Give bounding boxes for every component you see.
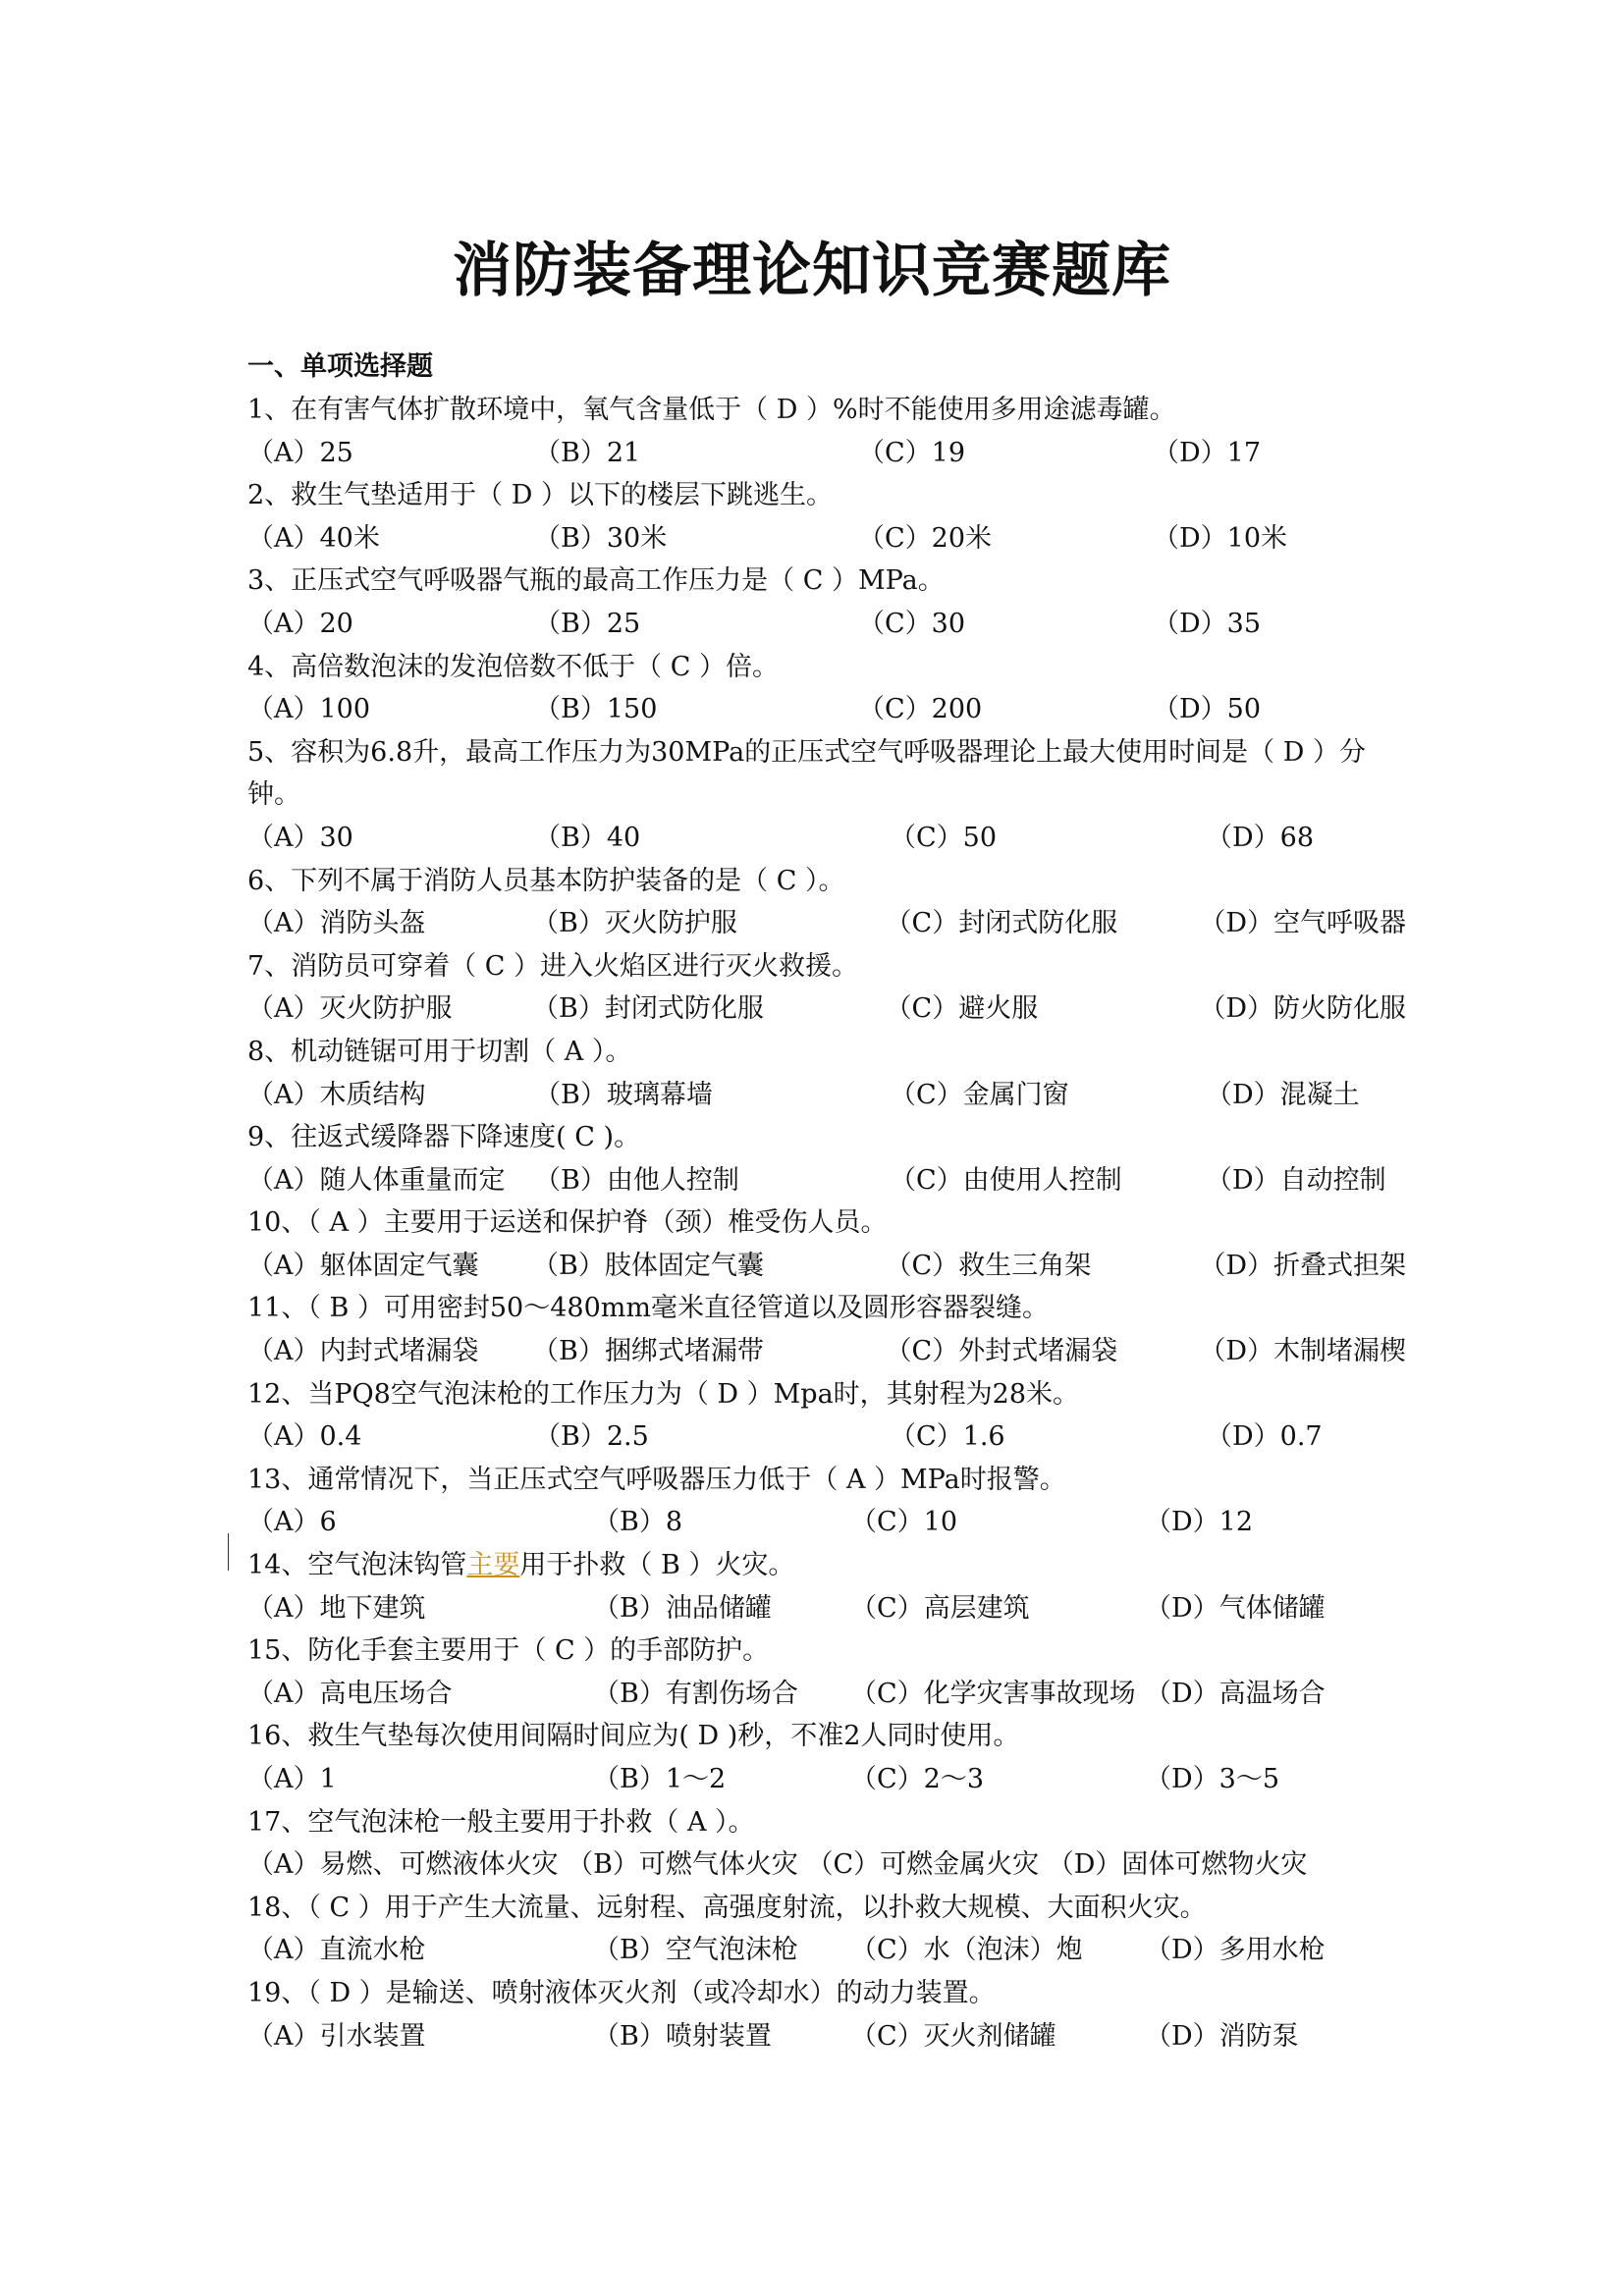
- option: （D）气体储罐: [1145, 1592, 1326, 1624]
- options-row: [247, 603, 1406, 646]
- option: （A）40米: [247, 522, 380, 554]
- question-text: 6、下列不属于消防人员基本防护装备的是（ C ）。: [247, 865, 845, 896]
- options-row: [247, 1929, 1406, 1972]
- option: （C）避火服: [885, 993, 1039, 1025]
- question-text: 17、空气泡沫枪一般主要用于扑救（ A ）。: [247, 1806, 755, 1838]
- option: （B）喷射装置: [593, 2020, 772, 2052]
- option: （D）0.7: [1206, 1421, 1323, 1453]
- option: （A）100: [247, 694, 371, 725]
- option: （D）35: [1153, 608, 1262, 639]
- document-title: 消防装备理论知识竞赛题库: [453, 237, 1171, 305]
- option: （B）灭火防护服: [532, 908, 737, 939]
- option: （D）12: [1145, 1507, 1254, 1538]
- options-row: [247, 1758, 1406, 1801]
- question-text: 9、往返式缓降器下降速度( C )。: [247, 1122, 641, 1153]
- option: （B）30米: [534, 522, 668, 554]
- option: （B）捆绑式堵漏带: [532, 1336, 764, 1367]
- option: （A）地下建筑: [247, 1592, 426, 1624]
- option: （B）1～2: [593, 1764, 727, 1794]
- option: （A）高电压场合: [247, 1678, 453, 1709]
- options-row: [247, 1330, 1406, 1373]
- question-text: 10、（ A ）主要用于运送和保护脊（颈）椎受伤人员。: [247, 1207, 888, 1239]
- options-row: [247, 1673, 1406, 1716]
- option: （D）17: [1153, 437, 1262, 468]
- question-bank: [247, 346, 1406, 2057]
- option: （D）防火防化服: [1199, 993, 1406, 1025]
- question-text: 12、当PQ8空气泡沫枪的工作压力为（ D ）Mpa时，其射程为28米。: [247, 1378, 1080, 1410]
- option: （C）20米: [858, 522, 993, 554]
- option: （A）消防头盔: [247, 908, 426, 939]
- option: （B）40: [534, 822, 641, 853]
- options-row: [247, 1159, 1406, 1202]
- option: （D）50: [1153, 694, 1262, 725]
- option: （D）3～5: [1145, 1764, 1280, 1794]
- option: （A）0.4: [247, 1421, 362, 1453]
- question-text-part: 用于扑救（ B ）火灾。: [519, 1550, 795, 1581]
- question-text-part: 14、空气泡沫钩管: [247, 1550, 467, 1581]
- option: （C）救生三角架: [885, 1250, 1092, 1281]
- options-row: [247, 1587, 1406, 1630]
- option: （C）2～3: [850, 1764, 985, 1794]
- question-text: 19、（ D ）是输送、喷射液体灭火剂（或冷却水）的动力装置。: [247, 1977, 996, 2008]
- option: （A）躯体固定气囊: [247, 1250, 479, 1281]
- section-heading: 一、单项选择题: [247, 351, 433, 382]
- option: （B）8: [593, 1507, 683, 1538]
- option: （C）19: [858, 437, 966, 468]
- option: （C）200: [858, 694, 983, 725]
- option: （B）25: [534, 608, 641, 639]
- question-text: 1、在有害气体扩散环境中，氧气含量低于（ D ）%时不能使用多用途滤毒罐。: [247, 395, 1176, 425]
- question-text: 11、（ B ）可用密封50～480mm毫米直径管道以及圆形容器裂缝。: [247, 1293, 1049, 1324]
- option: （C）1.6: [890, 1421, 1005, 1453]
- question-text: 3、正压式空气呼吸器气瓶的最高工作压力是（ C ）MPa。: [247, 565, 945, 597]
- options-row: [247, 1501, 1406, 1544]
- highlighted-word: 主要: [466, 1550, 520, 1581]
- options-row: [247, 988, 1406, 1031]
- option: （B）油品储罐: [593, 1592, 772, 1624]
- question-text: [247, 1544, 1406, 1587]
- option: （A）25: [247, 437, 353, 468]
- options-row: [247, 817, 1406, 860]
- option: （C）金属门窗: [890, 1079, 1069, 1110]
- question-text: 2、救生气垫适用于（ D ）以下的楼层下跳逃生。: [247, 480, 833, 511]
- option: （C）外封式堵漏袋: [885, 1336, 1118, 1367]
- options-line: （A）易燃、可燃液体火灾 （B）可燃气体火灾 （C）可燃金属火灾 （D）固体可燃物火灾: [247, 1849, 1308, 1881]
- option: （D）高温场合: [1145, 1678, 1326, 1709]
- option: （A）1: [247, 1764, 337, 1794]
- options-row: [247, 902, 1406, 945]
- question-text: 8、机动链锯可用于切割（ A ）。: [247, 1036, 632, 1067]
- question-text: 13、通常情况下，当正压式空气呼吸器压力低于（ A ）MPa时报警。: [247, 1464, 1066, 1495]
- option: （A）6: [247, 1507, 337, 1538]
- option: （B）肢体固定气囊: [532, 1250, 764, 1281]
- options-row: [247, 1245, 1406, 1288]
- option: （D）10米: [1153, 522, 1288, 554]
- options-row: [247, 432, 1406, 475]
- option: （B）由他人控制: [534, 1164, 739, 1196]
- option: （D）消防泵: [1145, 2020, 1299, 2052]
- options-row: [247, 1074, 1406, 1117]
- options-row: [247, 688, 1406, 731]
- option: （B）21: [534, 437, 641, 468]
- option: （A）灭火防护服: [247, 993, 453, 1025]
- option: （A）30: [247, 822, 353, 853]
- option: （C）30: [858, 608, 966, 639]
- option: （C）灭火剂储罐: [850, 2020, 1056, 2052]
- option: （D）折叠式担架: [1199, 1250, 1406, 1281]
- option: （C）高层建筑: [850, 1592, 1030, 1624]
- question-text: 16、救生气垫每次使用间隔时间应为( D )秒，不准2人同时使用。: [247, 1721, 1020, 1752]
- option: （A）内封式堵漏袋: [247, 1336, 479, 1367]
- options-row: [247, 1415, 1406, 1459]
- option: （A）20: [247, 608, 353, 639]
- text-cursor: [228, 1533, 229, 1571]
- option: （C）封闭式防化服: [885, 908, 1118, 939]
- option: （C）水（泡沫）炮: [850, 1935, 1083, 1966]
- option: （B）封闭式防化服: [532, 993, 764, 1025]
- option: （D）混凝土: [1206, 1079, 1360, 1110]
- option: （B）玻璃幕墙: [534, 1079, 713, 1110]
- question-text: 7、消防员可穿着（ C ）进入火焰区进行灭火救援。: [247, 950, 859, 982]
- option: （C）50: [890, 822, 998, 853]
- option: （C）化学灾害事故现场: [850, 1678, 1136, 1709]
- question-text: 15、防化手套主要用于（ C ）的手部防护。: [247, 1635, 770, 1667]
- question-text: 4、高倍数泡沫的发泡倍数不低于（ C ）倍。: [247, 651, 780, 682]
- option: （B）有割伤场合: [593, 1678, 798, 1709]
- option: （D）68: [1206, 822, 1315, 853]
- options-row: [247, 2015, 1406, 2058]
- option: （D）空气呼吸器: [1199, 908, 1406, 939]
- option: （D）木制堵漏楔: [1199, 1336, 1406, 1367]
- option: （B）2.5: [534, 1421, 649, 1453]
- question-text: 18、（ C ）用于产生大流量、远射程、高强度射流，以扑救大规模、大面积火灾。: [247, 1892, 1207, 1923]
- option: （A）引水装置: [247, 2020, 426, 2052]
- option: （B）150: [534, 694, 658, 725]
- option: （D）自动控制: [1206, 1164, 1386, 1196]
- option: （A）随人体重量而定: [247, 1164, 506, 1196]
- option: （B）空气泡沫枪: [593, 1935, 798, 1966]
- option: （A）木质结构: [247, 1079, 426, 1110]
- question-text: 5、容积为6.8升，最高工作压力为30MPa的正压式空气呼吸器理论上最大使用时间是（ D ）分钟。: [247, 736, 1366, 811]
- option: （A）直流水枪: [247, 1935, 426, 1966]
- option: （C）由使用人控制: [890, 1164, 1122, 1196]
- option: （C）10: [850, 1507, 958, 1538]
- option: （D）多用水枪: [1145, 1935, 1326, 1966]
- options-row: [247, 517, 1406, 561]
